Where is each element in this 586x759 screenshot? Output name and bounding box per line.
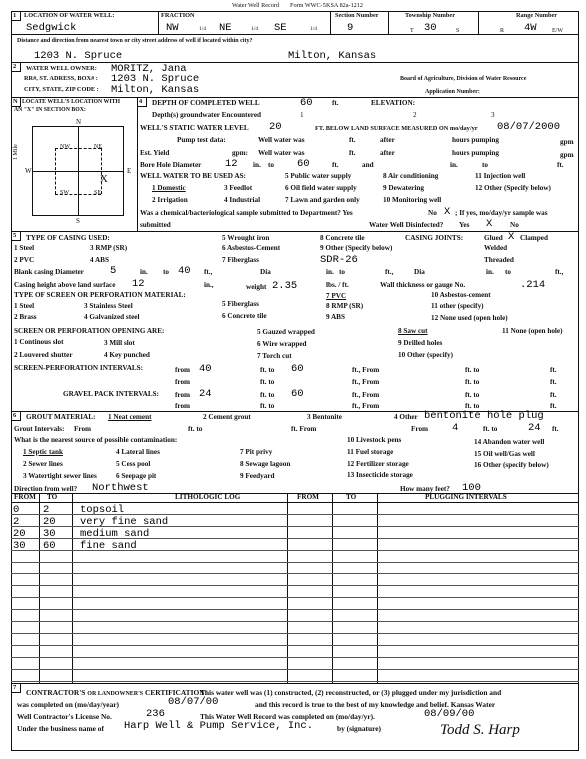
log-row-4-desc[interactable]: fine sand: [80, 540, 137, 552]
township-label: Township Number: [405, 12, 455, 19]
fraction-2[interactable]: NE: [219, 22, 232, 34]
log-header-to-2: TO: [346, 493, 357, 501]
grout-other[interactable]: bentonite hole plug: [424, 410, 544, 422]
log-rule: [11, 681, 579, 682]
log-rule: [11, 609, 579, 610]
bore-depth[interactable]: 60: [297, 158, 310, 170]
measured-date[interactable]: 08/07/2000: [497, 121, 561, 133]
range-label: Range Number: [516, 12, 558, 19]
range-number[interactable]: 4W: [524, 22, 537, 34]
township-number[interactable]: 30: [424, 22, 437, 34]
log-row-3-from[interactable]: 20: [13, 528, 26, 540]
distance-label: Distance and direction from nearest town or city street address of well if located within city?: [17, 38, 253, 44]
section-2-number: 2: [13, 63, 17, 70]
section-number[interactable]: 9: [347, 22, 354, 34]
north-label: N: [76, 118, 82, 126]
owner-city[interactable]: Milton, Kansas: [111, 84, 200, 96]
log-rule: [11, 621, 579, 622]
log-row-2-desc[interactable]: very fine sand: [80, 516, 169, 528]
gravel-to[interactable]: 60: [291, 388, 304, 400]
grout-label: GROUT MATERIAL:: [26, 413, 96, 421]
log-row-4-to[interactable]: 60: [43, 540, 56, 552]
log-rule: [11, 657, 579, 658]
grout-to[interactable]: 24: [528, 422, 541, 434]
log-row-1-to[interactable]: 2: [43, 504, 50, 516]
screen-label: TYPE OF SCREEN OR PERFORATION MATERIAL:: [14, 291, 186, 299]
blank-diameter[interactable]: 5: [110, 265, 117, 277]
owner-address[interactable]: 1203 N. Spruce: [111, 73, 200, 85]
cert-label-c: CERTIFICATION:: [144, 688, 208, 697]
contamination-direction[interactable]: Northwest: [92, 482, 149, 494]
east-label: E: [127, 167, 132, 175]
screen-pvc[interactable]: 7 PVC: [326, 292, 347, 300]
south-label: S: [76, 217, 80, 225]
business-name[interactable]: Harp Well & Pump Service, Inc.: [124, 720, 314, 732]
disinfected-mark[interactable]: X: [486, 218, 493, 230]
opening-saw-cut[interactable]: 8 Saw cut: [398, 327, 428, 335]
board-label: Board of Agriculture, Division of Water Resource: [400, 76, 527, 82]
section-3-number: N: [13, 98, 18, 105]
cert-label-a: CONTRACTOR'S: [26, 688, 86, 697]
elevation-label: ELEVATION:: [371, 99, 416, 107]
fraction-3[interactable]: SE: [274, 22, 287, 34]
cert-label-b: OR LANDOWNER'S: [87, 691, 144, 697]
log-row-2-to[interactable]: 20: [43, 516, 56, 528]
well-location-mark: X: [100, 173, 108, 185]
signature[interactable]: Todd S. Harp: [440, 722, 520, 738]
completed-date[interactable]: 08/07/00: [168, 696, 219, 708]
mile-label: 1 Mile: [13, 144, 19, 160]
opening-label: SCREEN OR PERFORATION OPENING ARE:: [14, 327, 165, 335]
log-rule: [11, 573, 579, 574]
casing-weight[interactable]: 2.35: [272, 280, 298, 292]
use-label: WELL WATER TO BE USED AS:: [140, 172, 246, 180]
use-domestic[interactable]: 1 Domestic: [152, 184, 186, 192]
grout-neat-cement[interactable]: 1 Neat cement: [108, 413, 152, 421]
form-title: Water Well Record: [232, 2, 279, 9]
joints-label: CASING JOINTS:: [405, 234, 464, 242]
section-4-number: 4: [139, 98, 143, 105]
form-number: Form WWC-5: [290, 2, 326, 9]
cert-text: This water well was (1) constructed, (2) reconstructed, or (3) plugged under my jurisdiction and: [200, 688, 502, 697]
static-level[interactable]: 20: [269, 121, 282, 133]
log-header-plugging: PLUGGING INTERVALS: [425, 493, 507, 501]
contamination-septic-tank[interactable]: 1 Septic tank: [23, 448, 63, 456]
address-label: RR#, ST. ADRESS, BOX# :: [24, 75, 98, 82]
log-row-2-from[interactable]: 2: [13, 516, 20, 528]
log-header-to: TO: [47, 493, 58, 501]
west-label: W: [25, 167, 32, 175]
glued-mark[interactable]: X: [508, 231, 515, 243]
city-label: CITY, STATE, ZIP CODE :: [24, 86, 99, 93]
fraction-1[interactable]: NW: [166, 22, 179, 34]
distance-address[interactable]: 1203 N. Spruce: [34, 50, 123, 62]
record-date[interactable]: 08/09/00: [424, 708, 475, 720]
casing-label: TYPE OF CASING USED:: [26, 234, 110, 242]
screen-from[interactable]: 40: [199, 363, 212, 375]
sample-no-mark[interactable]: X: [444, 206, 451, 218]
license-number[interactable]: 236: [146, 708, 165, 720]
ksa-ref: KSA 82a-1212: [326, 2, 363, 9]
owner-label: WATER WELL OWNER:: [26, 65, 97, 72]
static-level-label: WELL'S STATIC WATER LEVEL: [140, 124, 249, 132]
log-rule: [11, 597, 579, 598]
location-label: LOCATION OF WATER WELL:: [24, 12, 115, 19]
grout-from[interactable]: 4: [452, 422, 459, 434]
section-1-number: 1: [13, 12, 17, 19]
casing-height[interactable]: 12: [132, 278, 145, 290]
groundwater-label: Depth(s) groundwater Encountered: [152, 111, 262, 119]
wall-thickness[interactable]: .214: [520, 279, 546, 291]
owner-name[interactable]: MORITZ, Jana: [111, 63, 187, 75]
well-depth[interactable]: 60: [300, 97, 313, 109]
log-rule: [11, 669, 579, 670]
section-5-number: 5: [13, 232, 17, 239]
gravel-from[interactable]: 24: [199, 388, 212, 400]
section-6-number: 6: [13, 412, 17, 419]
application-number-label: Application Number:: [425, 89, 480, 95]
log-row-4-from[interactable]: 30: [13, 540, 26, 552]
log-row-3-to[interactable]: 30: [43, 528, 56, 540]
log-rule: [11, 645, 579, 646]
locate-label: LOCATE WELL'S LOCATION WITH: [22, 99, 120, 105]
bore-diameter[interactable]: 12: [225, 158, 238, 170]
fraction-label: FRACTION: [161, 12, 195, 19]
log-rule: [11, 562, 579, 563]
section-7-number: 7: [13, 684, 17, 691]
log-row-1-desc[interactable]: topsoil: [80, 504, 125, 516]
log-header-from-2: FROM: [297, 493, 319, 501]
distance-city[interactable]: Milton, Kansas: [288, 50, 377, 62]
casing-other[interactable]: SDR-26: [320, 254, 358, 266]
county[interactable]: Sedgwick: [26, 22, 77, 34]
log-rule: [11, 585, 579, 586]
contamination-distance[interactable]: 100: [462, 482, 481, 494]
log-header-lithologic: LITHOLOGIC LOG: [175, 493, 241, 501]
blank-to[interactable]: 40: [178, 265, 191, 277]
log-row-3-desc[interactable]: medium sand: [80, 528, 150, 540]
log-header-from: FROM: [14, 493, 36, 501]
depth-label: DEPTH OF COMPLETED WELL: [152, 99, 260, 107]
bore-label: Bore Hole Diameter: [140, 161, 202, 169]
form-frame: [11, 11, 579, 751]
locate-label-2: AN "X" IN SECTION BOX:: [14, 107, 86, 113]
section-number-label: Section Number: [335, 12, 379, 19]
screen-to[interactable]: 60: [291, 363, 304, 375]
log-rule: [11, 633, 579, 634]
log-row-1-from[interactable]: 0: [13, 504, 20, 516]
